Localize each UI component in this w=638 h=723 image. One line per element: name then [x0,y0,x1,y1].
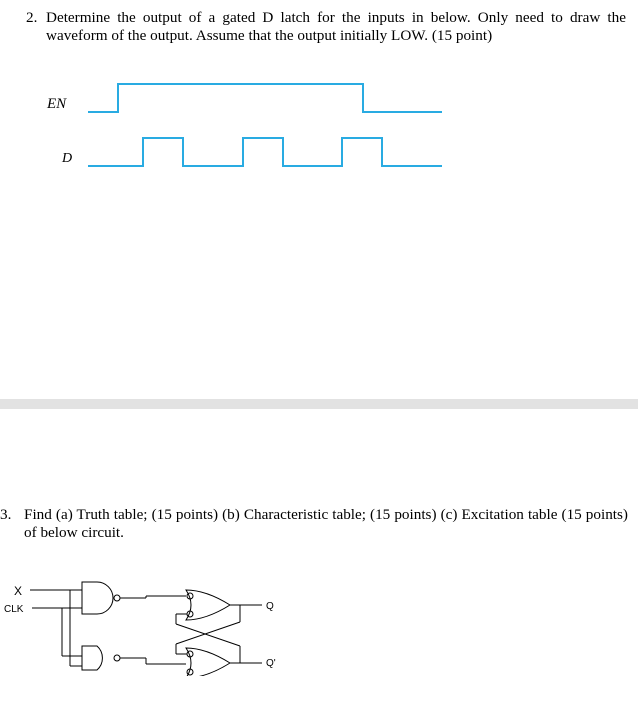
question-3-text: Find (a) Truth table; (15 points) (b) Characteristic table; (15 points) (c) Excitation table (15 points) of below circuit. [24,506,628,541]
q-output-label: Q [266,601,274,612]
question-3 [0,506,628,542]
d-waveform [88,138,442,166]
timing-diagram [0,0,638,200]
question-2-points: (15 point) [431,27,493,44]
en-waveform [88,84,442,112]
question-2-body: Determine the output of a gated D latch for the inputs in below. Only need to draw the waveform of the output. Assume that the output initially LOW. [46,9,626,44]
qbar-output-label: Q' [266,658,276,669]
en-label: EN [47,96,67,112]
d-label: D [62,151,73,166]
flip-flop-circuit [0,576,310,676]
question-3-number: 3. [0,506,12,523]
x-input-label: X [14,584,23,598]
question-2-number: 2. [26,9,38,26]
clk-input-label: CLK [4,604,24,615]
section-divider [0,399,638,409]
